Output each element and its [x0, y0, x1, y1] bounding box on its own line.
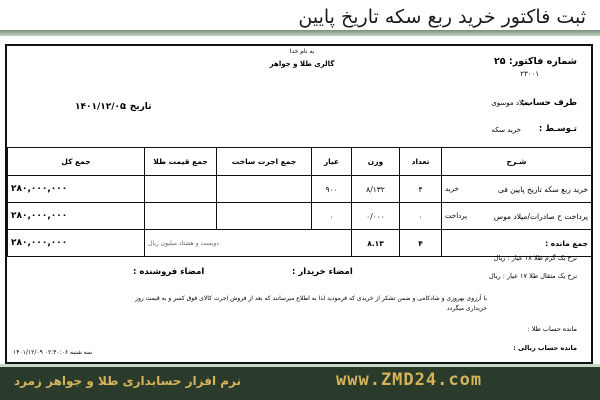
- row-gold-price: [145, 203, 217, 230]
- row-total: ۲۸۰,۰۰۰,۰۰۰: [8, 176, 145, 203]
- column-header-karat: عیار: [312, 148, 352, 176]
- row-wage: [217, 176, 312, 203]
- row-type: خرید: [445, 184, 459, 193]
- rial-balance: مانده حساب ریالی :: [513, 344, 577, 352]
- date-value: ۱۴۰۱/۱۲/۰۵: [75, 102, 126, 112]
- rate-17-karat: نرخ یک مثقال طلا ۱۷ عیار : ریال: [489, 272, 577, 280]
- account-value: میلاد موسوی: [491, 99, 529, 107]
- table-header-row: [8, 148, 592, 176]
- table-row: [8, 176, 592, 203]
- row-karat: ۰: [312, 203, 352, 230]
- by-value: خرید سکه: [491, 126, 521, 134]
- gold-balance: مانده حساب طلا :: [527, 325, 577, 333]
- thanks-note: با آرزوی بهروزی و شادکامی و ضمن تشکر از خریدی که فرمودید لذا به اطلاع میرسانند که بعد از فروش اجرت کالای فوق کسر و به قیمت روز خریداری میگردد: [135, 295, 487, 312]
- row-description: [442, 203, 592, 230]
- row-wage: [217, 203, 312, 230]
- summary-row: [8, 230, 592, 257]
- buyer-signature: امضاء خریدار :: [292, 267, 353, 277]
- rate-18-karat: نرخ یک گرم طلا ۱۸ عیار : ریال: [493, 254, 577, 262]
- invoice-document: [5, 44, 593, 364]
- column-header-description: شـرح: [442, 148, 592, 176]
- column-header-count: تعداد: [400, 148, 442, 176]
- page-title: ثبت فاکتور خرید ربع سکه تاریخ پایین: [298, 6, 586, 28]
- invoice-code: ۲۳۰۰۱: [520, 70, 539, 78]
- company-name: گالری طلا و جواهر: [269, 60, 335, 68]
- by-label: تـوسـط :: [538, 124, 577, 134]
- company-heading: به نام خدا: [289, 48, 315, 55]
- print-timestamp: ۱۴۰۱/۱۲/۰۹ ۰۲:۴۰:۰۶ سه شنبه: [13, 349, 93, 356]
- summary-note: دویست و هشتاد میلیون ریال: [145, 230, 352, 257]
- invoice-number: شماره فاکتور: ۲۵: [494, 56, 577, 67]
- table-row: [8, 203, 592, 230]
- column-header-total: جمع کل: [8, 148, 145, 176]
- row-description: [442, 176, 592, 203]
- summary-total: ۲۸۰,۰۰۰,۰۰۰: [8, 230, 145, 257]
- date-label: تاریخ :: [123, 102, 152, 112]
- title-banner: [0, 0, 600, 40]
- row-count: ۰: [400, 203, 442, 230]
- invoice-items-table: [7, 147, 592, 257]
- website-link[interactable]: www.ZMD24.com: [336, 370, 483, 390]
- row-description-text: خرید ربع سکه تاریخ پایین فی: [497, 184, 588, 194]
- footer-banner: [0, 364, 600, 400]
- row-description-text: پرداخت ح صادرات/میلاد موس: [493, 211, 588, 221]
- banner-stripe: [0, 30, 600, 36]
- row-type: پرداخت: [445, 211, 468, 220]
- row-gold-price: [145, 176, 217, 203]
- column-header-gold-price: جمع قیمت طلا: [145, 148, 217, 176]
- row-total: ۲۸۰,۰۰۰,۰۰۰: [8, 203, 145, 230]
- row-count: ۴: [400, 176, 442, 203]
- row-weight: ۰/۰۰۰: [352, 203, 400, 230]
- column-header-wage: جمع اجرت ساخت: [217, 148, 312, 176]
- row-weight: ۸/۱۳۲: [352, 176, 400, 203]
- account-label: طرف حساب:: [520, 98, 577, 108]
- column-header-weight: وزن: [352, 148, 400, 176]
- summary-count: ۴: [400, 230, 442, 257]
- summary-label: جمع مانده :: [442, 230, 592, 257]
- seller-signature: امضاء فروشنده :: [133, 267, 205, 277]
- footer-slogan: نرم افزار حسابداری طلا و جواهر زمرد: [14, 374, 242, 388]
- row-karat: ۹۰۰: [312, 176, 352, 203]
- summary-weight: ۸.۱۳: [352, 230, 400, 257]
